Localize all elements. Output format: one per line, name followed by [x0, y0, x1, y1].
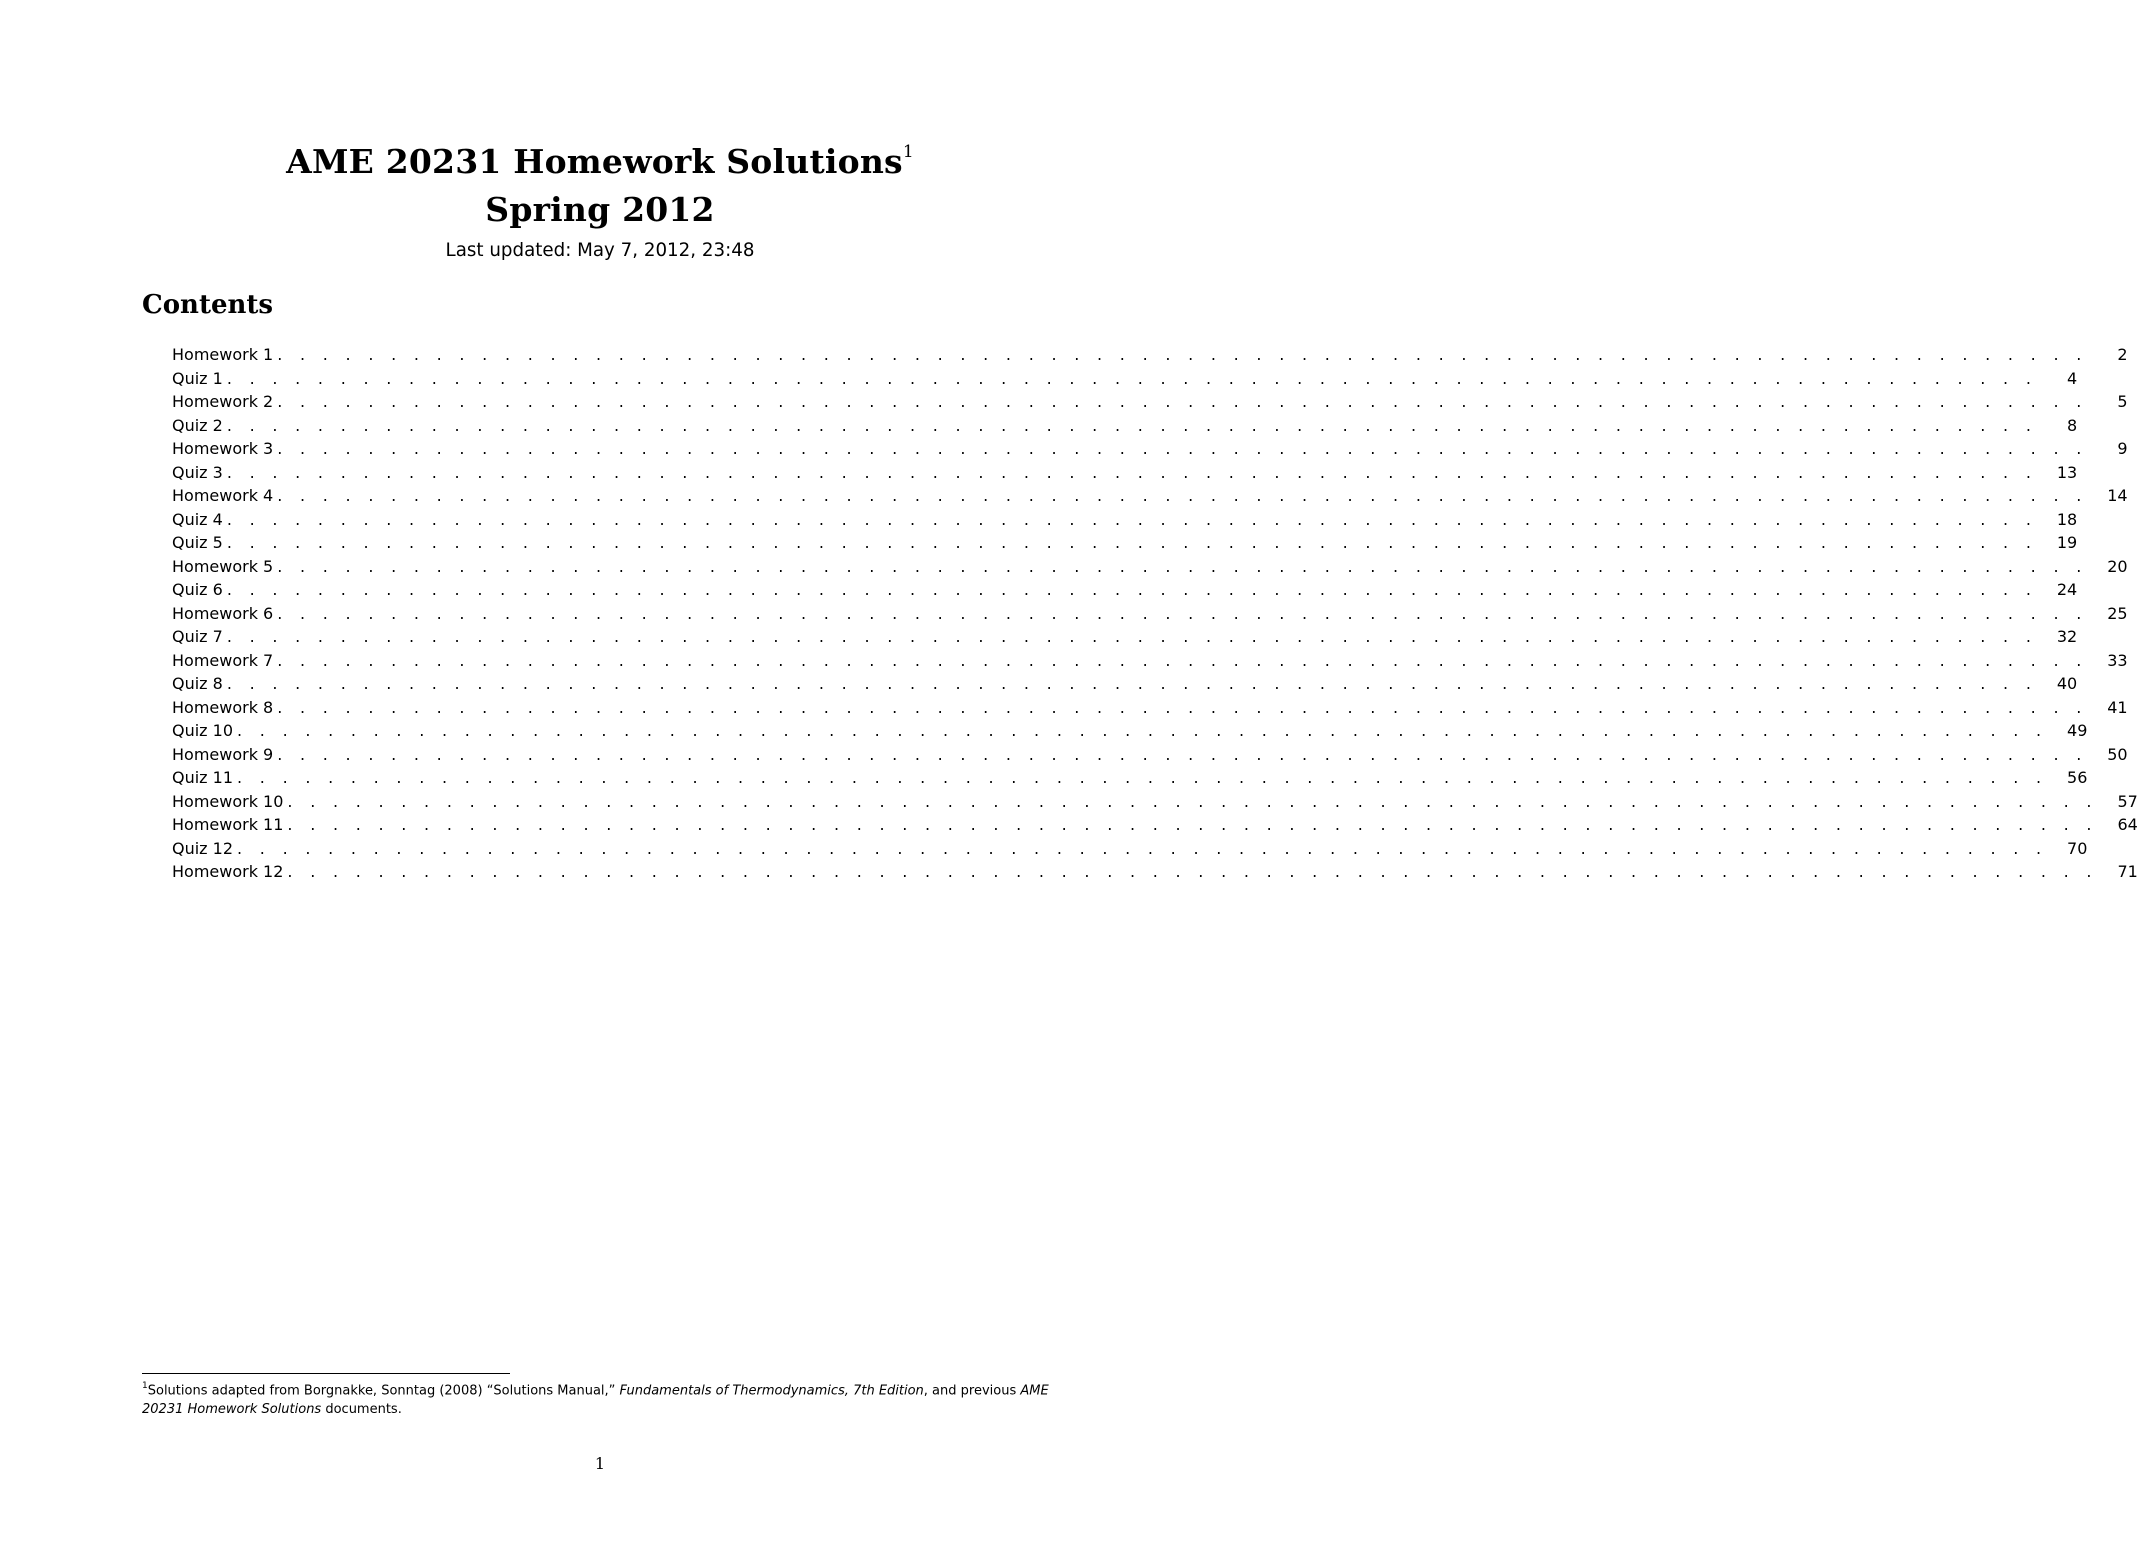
toc-dot-leader: . . . . . . . . . . . . . . . . . . . . . . . . . . . . . . . . . . . . . . . . . . . . . . . . . . . . . . . . . . . . . . . . . . . . . . . . . . . . . . . .	[226, 627, 2038, 646]
footnote-text-middle: , and previous	[923, 1383, 1021, 1399]
toc-entry-page-number[interactable]: 64	[2117, 815, 2138, 834]
footnote	[142, 1378, 1060, 1419]
toc-dot-leader: . . . . . . . . . . . . . . . . . . . . . . . . . . . . . . . . . . . . . . . . . . . . . . . . . . . . . . . . . . . . . . . . . . . . . . . . . . . . . . . .	[277, 486, 2088, 505]
toc-entry-page-number[interactable]: 32	[2056, 627, 2078, 646]
toc-dot-leader: . . . . . . . . . . . . . . . . . . . . . . . . . . . . . . . . . . . . . . . . . . . . . . . . . . . . . . . . . . . . . . . . . . . . . . . . . . . . . . . .	[277, 603, 2088, 623]
toc-entry-label[interactable]: Quiz 11	[172, 768, 234, 787]
toc-entry-label[interactable]: Homework 1	[172, 345, 274, 364]
toc-entry[interactable]	[172, 390, 2128, 414]
toc-entry-page-number[interactable]: 9	[2117, 439, 2128, 458]
footnote-text-after: documents.	[321, 1402, 402, 1418]
toc-entry[interactable]	[172, 602, 2128, 626]
toc-entry-label[interactable]: Homework 6	[172, 603, 274, 623]
toc-dot-leader: . . . . . . . . . . . . . . . . . . . . . . . . . . . . . . . . . . . . . . . . . . . . . . . . . . . . . . . . . . . . . . . . . . . . . . . . . . . . . . . .	[277, 650, 2088, 670]
toc-dot-leader: . . . . . . . . . . . . . . . . . . . . . . . . . . . . . . . . . . . . . . . . . . . . . . . . . . . . . . . . . . . . . . . . . . . . . . . . . . . . . . . .	[287, 862, 2098, 881]
toc-entry[interactable]	[172, 837, 2088, 861]
toc-entry-label[interactable]: Quiz 6	[172, 580, 223, 599]
toc-entry-label[interactable]: Homework 10	[172, 791, 284, 811]
toc-entry-page-number[interactable]: 2	[2117, 345, 2128, 364]
toc-entry-page-number[interactable]: 25	[2107, 603, 2128, 623]
toc-entry-label[interactable]: Quiz 10	[172, 721, 234, 740]
document-subtitle: Spring 2012	[485, 190, 715, 229]
table-of-contents	[172, 343, 2138, 884]
title-block	[0, 132, 1200, 264]
toc-entry-page-number[interactable]: 14	[2107, 486, 2128, 505]
toc-dot-leader: . . . . . . . . . . . . . . . . . . . . . . . . . . . . . . . . . . . . . . . . . . . . . . . . . . . . . . . . . . . . . . . . . . . . . . . . . . . . . . . .	[226, 533, 2038, 552]
title-footnote-marker[interactable]: 1	[902, 142, 914, 162]
toc-dot-leader: . . . . . . . . . . . . . . . . . . . . . . . . . . . . . . . . . . . . . . . . . . . . . . . . . . . . . . . . . . . . . . . . . . . . . . . . . . . . . . . .	[237, 721, 2048, 740]
toc-dot-leader: . . . . . . . . . . . . . . . . . . . . . . . . . . . . . . . . . . . . . . . . . . . . . . . . . . . . . . . . . . . . . . . . . . . . . . . . . . . . . . . .	[277, 556, 2088, 576]
toc-entry-page-number[interactable]: 40	[2056, 674, 2078, 693]
toc-entry-page-number[interactable]: 33	[2107, 650, 2128, 670]
toc-entry-label[interactable]: Homework 5	[172, 556, 274, 576]
toc-entry[interactable]	[172, 484, 2128, 508]
toc-dot-leader: . . . . . . . . . . . . . . . . . . . . . . . . . . . . . . . . . . . . . . . . . . . . . . . . . . . . . . . . . . . . . . . . . . . . . . . . . . . . . . . .	[237, 838, 2048, 858]
document-title-text: AME 20231 Homework Solutions	[286, 142, 903, 181]
toc-entry-label[interactable]: Quiz 2	[172, 415, 223, 435]
last-updated-date: Last updated: May 7, 2012, 23:48	[445, 239, 755, 261]
toc-entry[interactable]	[172, 649, 2128, 673]
toc-entry[interactable]	[172, 555, 2128, 579]
toc-dot-leader: . . . . . . . . . . . . . . . . . . . . . . . . . . . . . . . . . . . . . . . . . . . . . . . . . . . . . . . . . . . . . . . . . . . . . . . . . . . . . . . .	[226, 368, 2038, 388]
toc-entry-page-number[interactable]: 4	[2067, 368, 2078, 388]
toc-entry[interactable]	[172, 343, 2128, 367]
toc-entry[interactable]	[172, 743, 2128, 767]
toc-entry-page-number[interactable]: 13	[2056, 462, 2078, 482]
toc-entry-label[interactable]: Homework 4	[172, 486, 274, 505]
toc-entry[interactable]	[172, 766, 2088, 790]
footnote-text-before: Solutions adapted from Borgnakke, Sonntag (2008) “Solutions Manual,”	[147, 1383, 620, 1399]
toc-dot-leader: . . . . . . . . . . . . . . . . . . . . . . . . . . . . . . . . . . . . . . . . . . . . . . . . . . . . . . . . . . . . . . . . . . . . . . . . . . . . . . . .	[287, 791, 2098, 811]
toc-entry[interactable]	[172, 578, 2078, 602]
toc-dot-leader: . . . . . . . . . . . . . . . . . . . . . . . . . . . . . . . . . . . . . . . . . . . . . . . . . . . . . . . . . . . . . . . . . . . . . . . . . . . . . . . .	[226, 674, 2038, 693]
footnote-document-title: AME 20231 Homework Solutions	[142, 1383, 1049, 1418]
toc-entry-label[interactable]: Homework 11	[172, 815, 284, 834]
toc-entry-page-number[interactable]: 56	[2067, 768, 2088, 787]
toc-entry-label[interactable]: Quiz 8	[172, 674, 223, 693]
toc-entry-label[interactable]: Homework 12	[172, 862, 284, 881]
toc-entry[interactable]	[172, 461, 2078, 485]
footnote-marker: 1	[142, 1381, 148, 1391]
toc-entry[interactable]	[172, 813, 2138, 837]
toc-entry[interactable]	[172, 508, 2078, 532]
toc-entry[interactable]	[172, 437, 2128, 461]
toc-entry-label[interactable]: Homework 3	[172, 439, 274, 458]
page-number: 1	[594, 1454, 606, 1473]
document-title	[0, 132, 1200, 186]
toc-entry-label[interactable]: Quiz 12	[172, 838, 234, 858]
toc-dot-leader: . . . . . . . . . . . . . . . . . . . . . . . . . . . . . . . . . . . . . . . . . . . . . . . . . . . . . . . . . . . . . . . . . . . . . . . . . . . . . . . .	[237, 768, 2048, 787]
toc-entry-page-number[interactable]: 5	[2117, 392, 2128, 411]
toc-entry-label[interactable]: Quiz 7	[172, 627, 223, 646]
toc-entry-page-number[interactable]: 8	[2067, 415, 2078, 435]
toc-entry[interactable]	[172, 860, 2138, 884]
toc-dot-leader: . . . . . . . . . . . . . . . . . . . . . . . . . . . . . . . . . . . . . . . . . . . . . . . . . . . . . . . . . . . . . . . . . . . . . . . . . . . . . . . .	[277, 697, 2088, 717]
toc-entry[interactable]	[172, 790, 2138, 814]
toc-entry[interactable]	[172, 719, 2088, 743]
toc-entry-label[interactable]: Quiz 1	[172, 368, 223, 388]
footnote-divider	[142, 1373, 510, 1374]
toc-entry-page-number[interactable]: 49	[2067, 721, 2088, 740]
toc-dot-leader: . . . . . . . . . . . . . . . . . . . . . . . . . . . . . . . . . . . . . . . . . . . . . . . . . . . . . . . . . . . . . . . . . . . . . . . . . . . . . . . .	[277, 744, 2088, 764]
toc-dot-leader: . . . . . . . . . . . . . . . . . . . . . . . . . . . . . . . . . . . . . . . . . . . . . . . . . . . . . . . . . . . . . . . . . . . . . . . . . . . . . . . .	[277, 439, 2088, 458]
toc-dot-leader: . . . . . . . . . . . . . . . . . . . . . . . . . . . . . . . . . . . . . . . . . . . . . . . . . . . . . . . . . . . . . . . . . . . . . . . . . . . . . . . .	[226, 509, 2038, 529]
toc-entry[interactable]	[172, 531, 2078, 555]
toc-entry-label[interactable]: Quiz 5	[172, 533, 223, 552]
contents-heading: Contents	[142, 290, 274, 320]
toc-entry-page-number[interactable]: 41	[2107, 697, 2128, 717]
toc-dot-leader: . . . . . . . . . . . . . . . . . . . . . . . . . . . . . . . . . . . . . . . . . . . . . . . . . . . . . . . . . . . . . . . . . . . . . . . . . . . . . . . .	[226, 462, 2038, 482]
toc-entry-page-number[interactable]: 19	[2056, 533, 2078, 552]
toc-entry-label[interactable]: Homework 9	[172, 744, 274, 764]
toc-entry-page-number[interactable]: 71	[2117, 862, 2138, 881]
toc-entry-label[interactable]: Homework 2	[172, 392, 274, 411]
toc-entry-page-number[interactable]: 20	[2107, 556, 2128, 576]
footnote-book-title: Fundamentals of Thermodynamics, 7th Edition	[619, 1383, 924, 1399]
toc-entry-label[interactable]: Quiz 4	[172, 509, 223, 529]
toc-entry[interactable]	[172, 625, 2078, 649]
toc-entry-page-number[interactable]: 70	[2067, 838, 2088, 858]
toc-dot-leader: . . . . . . . . . . . . . . . . . . . . . . . . . . . . . . . . . . . . . . . . . . . . . . . . . . . . . . . . . . . . . . . . . . . . . . . . . . . . . . . .	[287, 815, 2098, 834]
toc-entry-page-number[interactable]: 18	[2056, 509, 2078, 529]
toc-entry[interactable]	[172, 414, 2078, 438]
toc-entry[interactable]	[172, 367, 2078, 391]
toc-entry[interactable]	[172, 672, 2078, 696]
toc-entry-label[interactable]: Quiz 3	[172, 462, 223, 482]
toc-dot-leader: . . . . . . . . . . . . . . . . . . . . . . . . . . . . . . . . . . . . . . . . . . . . . . . . . . . . . . . . . . . . . . . . . . . . . . . . . . . . . . . .	[277, 345, 2088, 364]
toc-entry-label[interactable]: Homework 7	[172, 650, 274, 670]
toc-entry-page-number[interactable]: 24	[2056, 580, 2078, 599]
toc-entry[interactable]	[172, 696, 2128, 720]
toc-dot-leader: . . . . . . . . . . . . . . . . . . . . . . . . . . . . . . . . . . . . . . . . . . . . . . . . . . . . . . . . . . . . . . . . . . . . . . . . . . . . . . . .	[226, 415, 2038, 435]
toc-entry-page-number[interactable]: 57	[2117, 791, 2138, 811]
toc-dot-leader: . . . . . . . . . . . . . . . . . . . . . . . . . . . . . . . . . . . . . . . . . . . . . . . . . . . . . . . . . . . . . . . . . . . . . . . . . . . . . . . .	[226, 580, 2038, 599]
toc-dot-leader: . . . . . . . . . . . . . . . . . . . . . . . . . . . . . . . . . . . . . . . . . . . . . . . . . . . . . . . . . . . . . . . . . . . . . . . . . . . . . . . .	[277, 392, 2088, 411]
toc-entry-page-number[interactable]: 50	[2107, 744, 2128, 764]
toc-entry-label[interactable]: Homework 8	[172, 697, 274, 717]
